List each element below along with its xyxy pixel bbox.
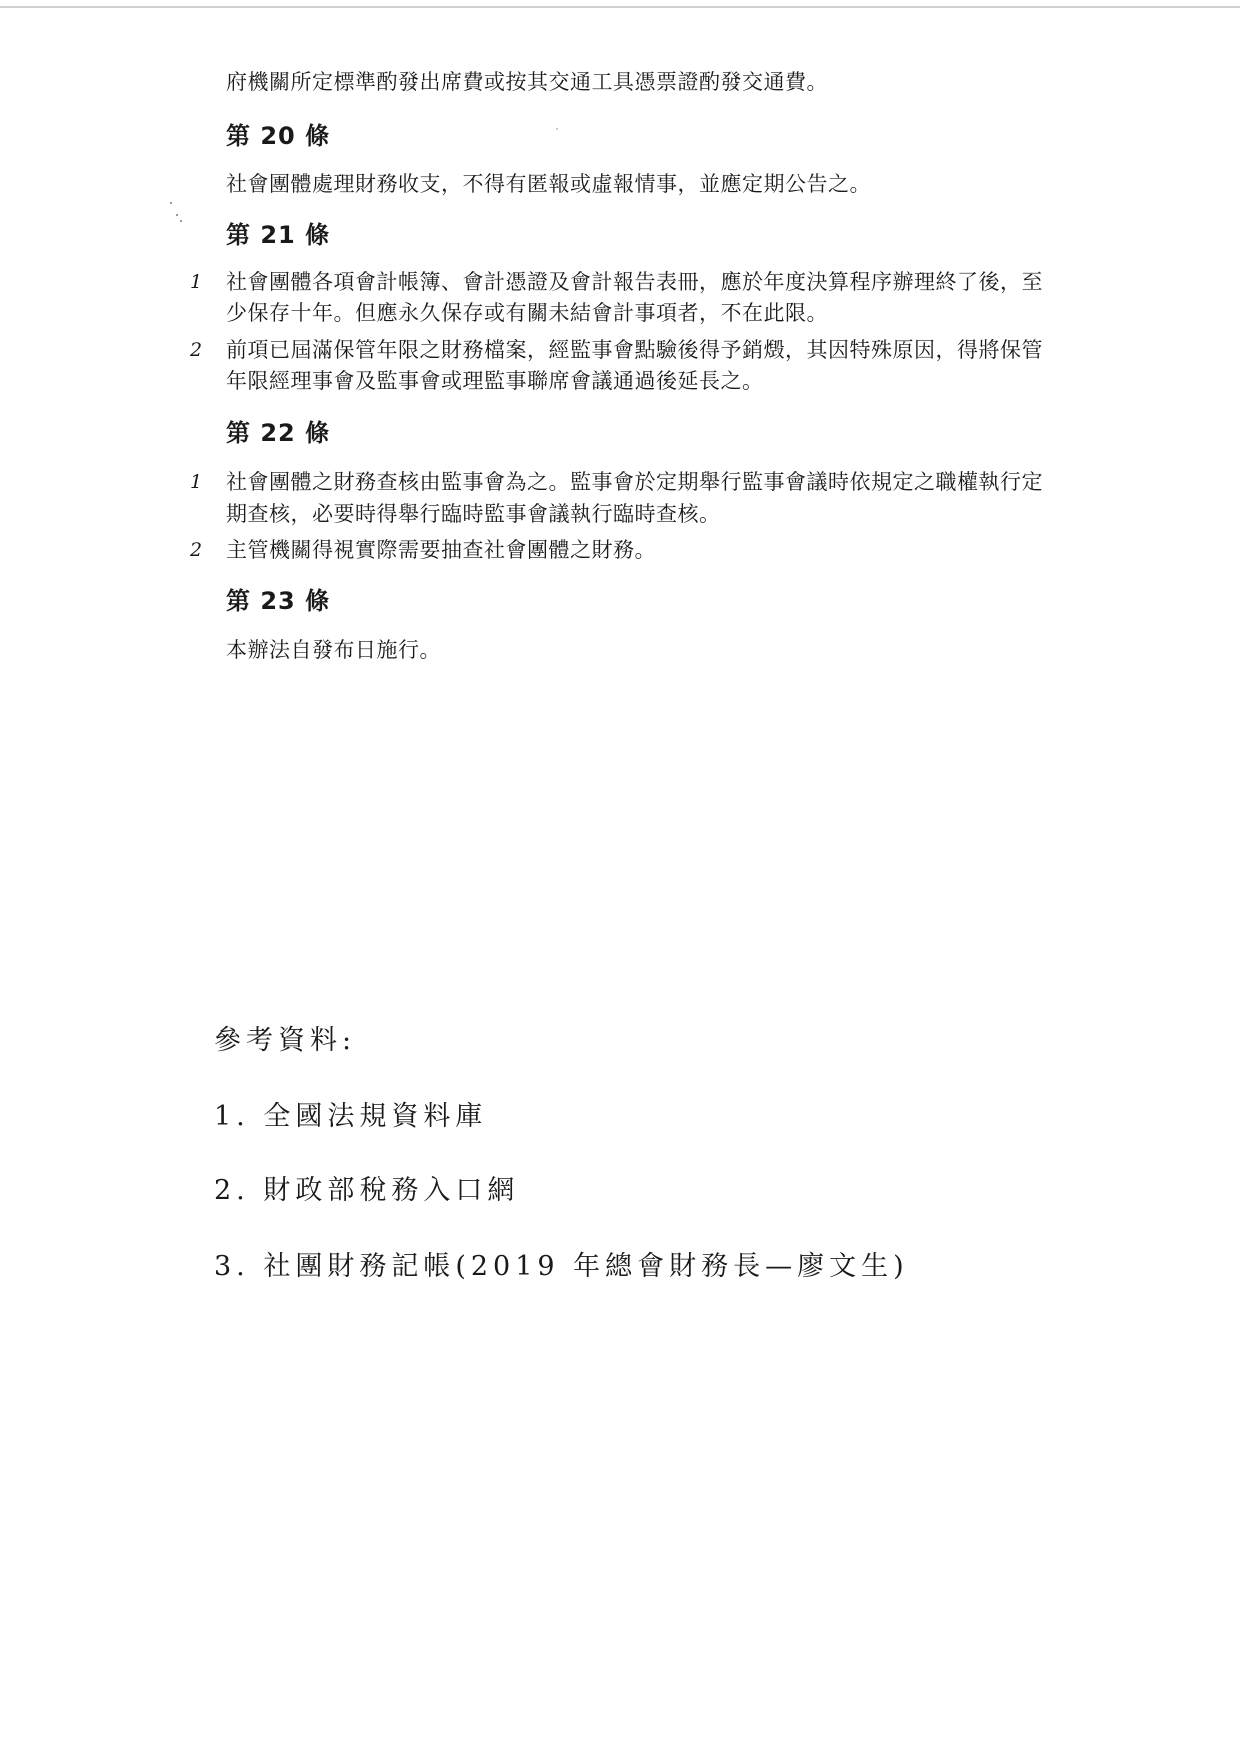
reference-item-3: 3. 社團財務記帳(2019 年總會財務長—廖文生) (214, 1251, 909, 1282)
article-21-heading: 第 21 條 (226, 221, 331, 249)
article-22-para-2-number: 2 (190, 539, 203, 561)
article-21-para-1-line-1: 社會團體各項會計帳簿、會計憑證及會計報告表冊，應於年度決算程序辦理終了後，至 (226, 270, 1043, 294)
scan-speck (170, 202, 172, 204)
reference-item-1: 1. 全國法規資料庫 (214, 1101, 488, 1132)
article-20-text: 社會團體處理財務收支，不得有匿報或虛報情事，並應定期公告之。 (226, 172, 871, 196)
article-22-para-1-number: 1 (190, 471, 203, 493)
reference-item-2: 2. 財政部稅務入口網 (214, 1175, 520, 1206)
article-21-para-2-line-1: 前項已屆滿保管年限之財務檔案，經監事會點驗後得予銷燬，其因特殊原因，得將保管 (226, 338, 1043, 362)
article-23-text: 本辦法自發布日施行。 (226, 638, 441, 662)
scan-edge (0, 6, 1240, 8)
article-22-para-1-line-2: 期查核，必要時得舉行臨時監事會議執行臨時查核。 (226, 502, 721, 526)
article-21-para-1-line-2: 少保存十年。但應永久保存或有關未結會計事項者，不在此限。 (226, 301, 828, 325)
article-21-para-2-number: 2 (190, 339, 203, 361)
scan-speck (556, 128, 558, 130)
article-22-para-1-line-1: 社會團體之財務查核由監事會為之。監事會於定期舉行監事會議時依規定之職權執行定 (226, 470, 1043, 494)
references-title: 參考資料: (214, 1025, 357, 1056)
scan-speck (176, 214, 178, 216)
article-22-heading: 第 22 條 (226, 419, 331, 447)
article-22-para-2-line-1: 主管機關得視實際需要抽查社會團體之財務。 (226, 538, 656, 562)
article-20-heading: 第 20 條 (226, 122, 331, 150)
article-21-para-1-number: 1 (190, 271, 203, 293)
article-23-heading: 第 23 條 (226, 587, 331, 615)
article-21-para-2-line-2: 年限經理事會及監事會或理監事聯席會議通過後延長之。 (226, 369, 764, 393)
continuation-text: 府機關所定標準酌發出席費或按其交通工具憑票證酌發交通費。 (226, 70, 828, 94)
scan-speck (180, 220, 182, 222)
